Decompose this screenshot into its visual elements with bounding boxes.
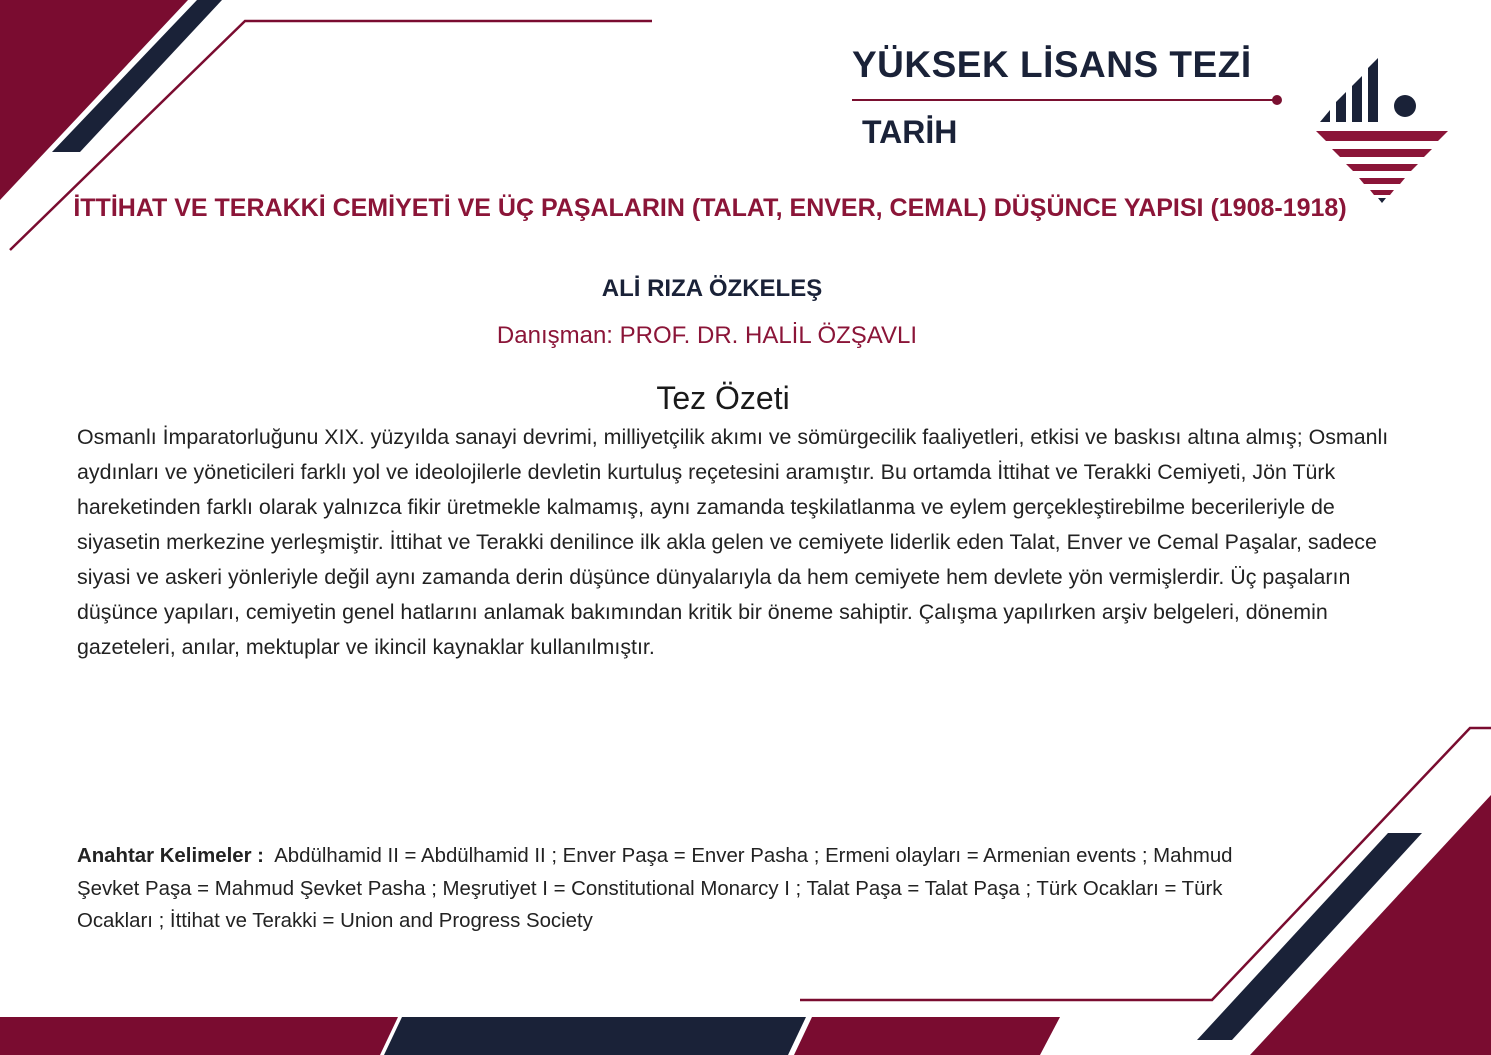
logo-bar-1 (1320, 110, 1330, 122)
logo-stripe-4 (1359, 178, 1405, 184)
keywords-label: Anahtar Kelimeler : (77, 845, 264, 867)
keywords-section (77, 840, 1272, 938)
logo-stripe-5 (1370, 190, 1394, 195)
logo-bar-4 (1368, 58, 1378, 122)
department-name: TARİH (862, 114, 958, 150)
keywords-text: Abdülhamid II = Abdülhamid II ; Enver Paşa = Enver Pasha ; Ermeni olayları = Armenian events ; Mahmud Şevket Paşa = Mahmud Şevket Pasha ; Meşrutiyet I = Constitutional Monarcy I ; Talat Paşa = Talat Paşa ; Türk Ocakları = Türk Ocakları ; İttihat ve Terakki = Union and Progress Society (77, 845, 1233, 932)
logo-dot (1394, 95, 1416, 117)
logo-bar-3 (1352, 76, 1362, 122)
bottom-band-maroon-left (0, 1017, 398, 1055)
degree-title: YÜKSEK LİSANS TEZİ (852, 44, 1252, 85)
thesis-title: İTTİHAT VE TERAKKİ CEMİYETİ VE ÜÇ PAŞALARIN (TALAT, ENVER, CEMAL) DÜŞÜNCE YAPISI (1908-1918) (73, 194, 1347, 222)
logo-tip (1378, 198, 1386, 203)
author-name: ALİ RIZA ÖZKELEŞ (601, 275, 823, 302)
logo-stripe-2 (1332, 149, 1432, 157)
university-logo (1312, 56, 1452, 206)
logo-stripe-3 (1346, 164, 1418, 171)
bottom-band-navy (384, 1017, 806, 1055)
abstract-heading: Tez Özeti (656, 380, 790, 416)
header-divider (852, 99, 1274, 101)
advisor-name: Danışman: PROF. DR. HALİL ÖZŞAVLI (496, 322, 918, 349)
logo-stripe-1 (1316, 131, 1448, 141)
abstract-text: Osmanlı İmparatorluğunu XIX. yüzyılda sanayi devrimi, milliyetçilik akımı ve sömürgecilik faaliyetleri, etkisi ve baskısı altına almış; Osmanlı aydınları ve yöneticileri farklı yol ve ideolojilerle devletin kurtuluş reçetesini aramıştır. Bu ortamda İttihat ve Terakki Cemiyeti, Jön Türk hareketinden farklı olarak yalnızca fikir üretmekle kalmamış, aynı zamanda teşkilatlanma ve eylem gerçekleştirebilme becerileriyle de siyasetin merkezine yerleşmiştir. İttihat ve Terakki denilince ilk akla gelen ve cemiyete liderlik eden Talat, Enver ve Cemal Paşalar, sadece siyasi ve askeri yönleriyle değil aynı zamanda derin düşünce dünyalarıyla da hem cemiyete hem devlete yön vermişlerdir. Üç paşaların düşünce yapıları, cemiyetin genel hatlarını anlamak bakımından kritik bir öneme sahiptir. Çalışma yapılırken arşiv belgeleri, dönemin gazeteleri, anılar, mektuplar ve ikincil kaynaklar kullanılmıştır. (77, 425, 1389, 659)
header-divider-dot (1272, 95, 1282, 105)
bottom-band-maroon-right (794, 1017, 1060, 1055)
logo-bar-2 (1336, 92, 1346, 122)
corner-shape-top-left (0, 0, 188, 200)
